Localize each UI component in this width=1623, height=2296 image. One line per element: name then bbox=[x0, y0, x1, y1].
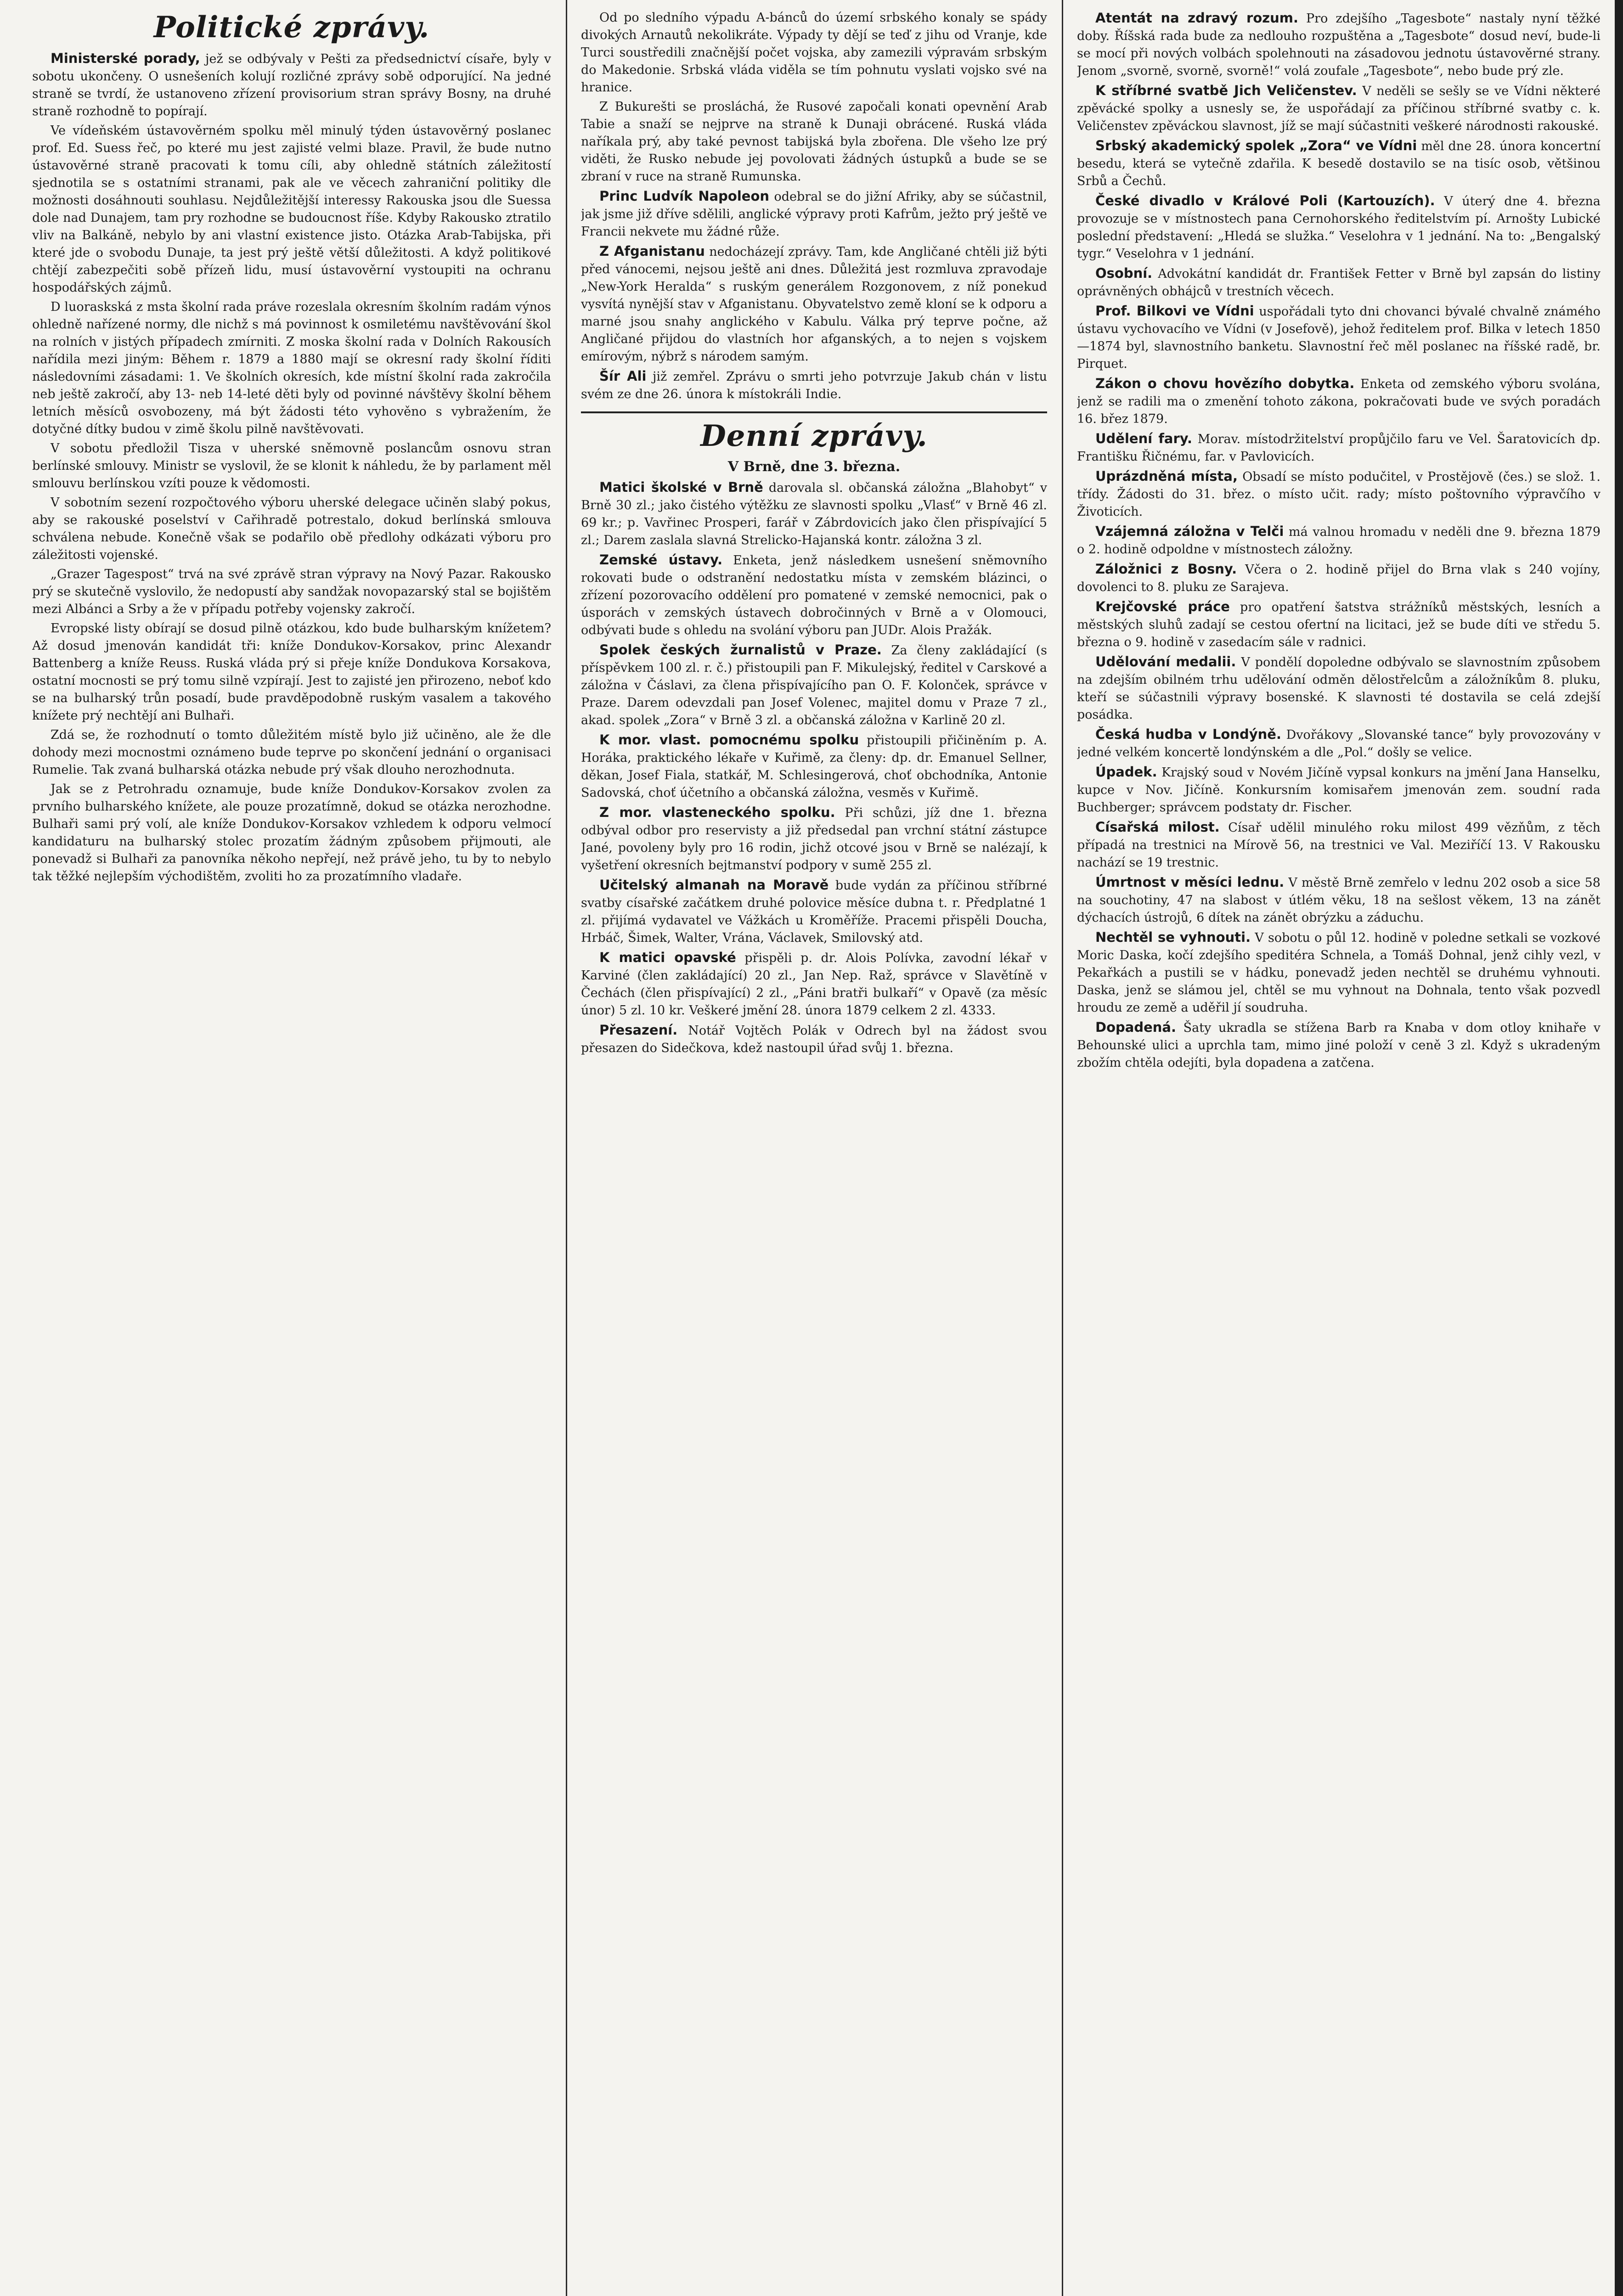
article bbox=[1077, 560, 1600, 596]
article-heading: Prof. Bilkovi ve Vídni bbox=[1095, 303, 1254, 319]
article bbox=[581, 551, 1047, 639]
article-body: má valnou hromadu v neděli dne 9. března 1879 o 2. hodině odpoldne v místnostech záložny. bbox=[1077, 525, 1600, 557]
article-body: Při schůzi, jíž dne 1. března odbýval odbor pro reservisty a již předsedal pan vrchní státní zástupce Jané, povoleny byly pro 16 rodin, jichž otcové jsou v Brně se nalézají, k vyšetření okresních bejtmanství podpory v sumě 255 zl. bbox=[581, 806, 1047, 872]
article-body: Morav. místodržitelství propůjčilo faru ve Vel. Šaratovicích dp. Františku Řičnému, far. v Pavlovicích. bbox=[1077, 432, 1600, 464]
article bbox=[1077, 873, 1600, 927]
article bbox=[1077, 523, 1600, 558]
article bbox=[32, 440, 551, 492]
article bbox=[1077, 598, 1600, 651]
article-body: V sobotu předložil Tisza v uherské sněmovně poslancům osnovu stran berlínské smlouvy. Ministr se vyslovil, že se klonit k náhledu, že by parlament měl smlouvu berlínskou vzíti pouze k vědomosti. bbox=[32, 441, 551, 490]
section-title-daily: Denní zprávy. bbox=[700, 419, 928, 453]
article-heading: Zákon o chovu hovězího dobytka. bbox=[1095, 376, 1355, 391]
article bbox=[581, 242, 1047, 366]
article-body: bude vydán za příčinou stříbrné svatby císařské začátkem druhé polovice měsíce dubna t. r. Předplatné 1 zl. přijímá vydavatel ve Vážkách u Kroměříže. Pracemi přispěli Doucha, Hrbáč, Šimek, Walter, Vrána, Václavek, Smilovský atd. bbox=[581, 878, 1047, 945]
article bbox=[581, 804, 1047, 874]
column-1 bbox=[32, 9, 551, 2290]
article bbox=[1077, 82, 1600, 135]
article-body: V sobotu o půl 12. hodině v poledne setkali se vozkové Moric Daska, kočí zdejšího speditéra Schnela, a Tomáš Dohnal, jenž cihly vezl, v Pekařkách a pustili se v hádku, ponevadž jeden nechtěl se druhému vyhnouti. Daska, jenž se slámou jel, chtěl se mu vyhnout na Dohnala, tento však pozvedl hroudu ze země a uděřil jí soudruha. bbox=[1077, 931, 1600, 1015]
article-body: měl dne 28. února koncertní besedu, která se vytečně zdařila. K besedě dostavilo se na tisíc osob, většinou Srbů a Čechů. bbox=[1077, 139, 1600, 188]
article-heading: Učitelský almanah na Moravě bbox=[599, 877, 829, 893]
section-title-politics: Politické zprávy. bbox=[153, 10, 430, 45]
article-body: Enketa od zemského výboru svolána, jenž se radili ma o zmenění tohoto zákona, pokračovati bude ve svých poradách 16. břez 1879. bbox=[1077, 377, 1600, 426]
article-heading: Udělování medalii. bbox=[1095, 654, 1236, 670]
article-heading: Matici školské v Brně bbox=[599, 479, 763, 495]
article bbox=[1077, 929, 1600, 1017]
article-body: V sobotním sezení rozpočtového výboru uherské delegace učiněn slabý pokus, aby se rakouské poselství v Cařihradě potrestalo, dokud berlínská smlouva schválena nebude. Konečně však se podařilo obě předlohy odkázati výboru pro záležitosti vojenské. bbox=[32, 495, 551, 562]
article-heading: K stříbrné svatbě Jich Veličenstev. bbox=[1095, 83, 1357, 98]
article bbox=[581, 478, 1047, 549]
article-heading: Ministerské porady, bbox=[51, 51, 200, 66]
article bbox=[1077, 302, 1600, 373]
article-heading: Úpadek. bbox=[1095, 764, 1157, 780]
article-heading: Uprázdněná místa, bbox=[1095, 468, 1238, 484]
column-2 bbox=[581, 9, 1047, 2290]
dateline: V Brně, dne 3. března. bbox=[727, 459, 901, 475]
article-body: Od po sledního výpadu A-bánců do území srbského konaly se spády divokých Arnautů nekolikráte. Výpady ty dějí se teď z jihu od Vranje, kde Turci soustředili značnější počet vojska, aby zamezili výpravám srbským do Makedonie. Srbská vláda viděla se tím pohnutu vyslati vojsko své na hranice. bbox=[581, 11, 1047, 95]
article bbox=[581, 1021, 1047, 1057]
article bbox=[1077, 137, 1600, 190]
article bbox=[1077, 264, 1600, 300]
article-body: jež se odbývaly v Pešti za předsednictví císaře, byly v sobotu ukončeny. O usnešeních kolují rozličné zprávy sobě odporující. Na jedné straně se tvrdí, že ustanoveno zřízení provisorium stran správy Bosny, na druhé straně rozhodně to popírají. bbox=[32, 52, 551, 118]
article bbox=[581, 641, 1047, 729]
article bbox=[581, 98, 1047, 186]
article bbox=[1077, 1019, 1600, 1072]
article-body: odebral se do jižní Afriky, aby se súčastnil, jak jsme již dříve sdělili, anglické výpravy proti Kafrům, ježto prý ještě ve Francii nekvete mu žádné růže. bbox=[581, 190, 1047, 239]
article bbox=[581, 949, 1047, 1019]
article bbox=[32, 566, 551, 618]
article bbox=[581, 731, 1047, 802]
article bbox=[1077, 467, 1600, 521]
article-heading: Atentát na zdravý rozum. bbox=[1095, 10, 1299, 26]
column-rule bbox=[566, 0, 567, 2296]
article-body: Obsadí se místo podučitel, v Prostějově (čes.) se slož. 1. třídy. Žádosti do 31. břez. o místo učit. rady; místo poštovního výpravčího v Životicích. bbox=[1077, 470, 1600, 519]
article bbox=[32, 620, 551, 725]
article-heading: Z mor. vlasteneckého spolku. bbox=[599, 805, 835, 820]
article-body: nedocházejí zprávy. Tam, kde Angličané chtěli již býti před vánocemi, nejsou ještě ani dnes. Důležitá jest rozmluva zpravodaje „New-York Heralda“ s ruským generálem Rozgonovem, z níž ponekud vysvítá nynější stav v Afganistanu. Obyvatelstvo země kloní se k odporu a marné jsou snahy anglického v Kabulu. Válka prý teprve počne, až Angličané přijdou do vlastních hor afganských, a to nejen s vojskem emírovým, nýbrž s národem samým. bbox=[581, 245, 1047, 364]
article bbox=[32, 298, 551, 438]
article-heading: Císařská milost. bbox=[1095, 819, 1220, 835]
article-heading: Nechtěl se vyhnouti. bbox=[1095, 929, 1251, 945]
article-body: darovala sl. občanská záložna „Blahobyt“ v Brně 30 zl.; jako čistého výtěžku ze slavnosti spolku „Vlasť“ v Brně 46 zl. 69 kr.; p. Vavřinec Prosperi, farář v Zábrdovicích jako člen přispívající 5 zl.; Darem zaslala slavná Strelicko-Hajanská kontr. záložna 3 zl. bbox=[581, 481, 1047, 547]
article bbox=[1077, 430, 1600, 466]
article-body: Notář Vojtěch Polák v Odrech byl na žádost svou přesazen do Sidečkova, kdež nastoupil úřad svůj 1. března. bbox=[581, 1024, 1047, 1055]
article-body: Za členy zakládající (s příspěvkem 100 zl. r. č.) přistoupili pan F. Mikulejský, ředitel v Carskové a záložna v Čáslavi, za člena přispívajícího pan O. F. Kolonček, správce v Praze. Darem odevzdali pan Josef Volenec, majitel domu v Praze 7 zl., akad. spolek „Zora“ v Brně 3 zl. a občanská záložna v Karlině 20 zl. bbox=[581, 643, 1047, 727]
article-heading: Záložnici z Bosny. bbox=[1095, 561, 1237, 577]
article-body: přispěli p. dr. Alois Polívka, zavodní lékař v Karviné (člen zakládající) 20 zl., Jan Nep. Raž, správce v Slavětíně v Čechách (člen přispívající) 2 zl., „Páni bratři bulkaří“ v Opavě (za měsíc únor) 5 zl. 10 kr. Veškeré jmění 28. února 1879 celkem 2 zl. 4333. bbox=[581, 951, 1047, 1018]
article-heading: Zemské ústavy. bbox=[599, 552, 723, 568]
article-body: pro opatření šatstva strážníků městských, lesních a městských sluhů zadají se cestou ofertní na licitaci, jež se bude díti ve středu 5. března o 9. hodině v zasedacím sále v radnici. bbox=[1077, 600, 1600, 649]
article-heading: Přesazení. bbox=[599, 1022, 678, 1038]
article-heading: Krejčovské práce bbox=[1095, 599, 1230, 614]
article-heading: Vzájemná záložna v Telči bbox=[1095, 523, 1284, 539]
column-3 bbox=[1077, 9, 1600, 2290]
article bbox=[581, 876, 1047, 947]
article-heading: K matici opavské bbox=[599, 950, 736, 965]
article-body: Zdá se, že rozhodnutí o tomto důležitém místě bylo již učiněno, ale že dle dohody mezi mocnostmi oznámeno bude teprve po skončení jednání o organisaci Rumelie. Tak zvaná bulharská otázka nebude prý však dlouho nerozhodnuta. bbox=[32, 728, 551, 777]
article bbox=[32, 122, 551, 297]
article-body: Enketa, jenž následkem usnešení sněmovního rokovati bude o odstranění nedostatku místa v zemském blázinci, o zřízení pozorovacího oddělení pro pomatené v zemské nemocnici, pak o úsporách v zemských ústavech dobročinných v Brně a v Olomouci, odbývati bude s ohledu na svolání výboru pan JUDr. Alois Pražák. bbox=[581, 553, 1047, 637]
article-body: Ve vídeňském ústavověrném spolku měl minulý týden ústavověrný poslanec prof. Ed. Suess řeč, po které mu jest zajisté velmi blaze. Pravil, že bude nutno ústavověrné straně pracovati k tomu cíli, aby ohledně státních záležitostí sjednotila se s ostatními stranami, pak ale ve věcech zahraniční politiky dle možnosti dosáhnouti souhlasu. Nejdůležitější interessy Rakouska jsou dle Suessa dole nad Dunajem, tam pry rozhodne se budoucnost říše. Kdyby Rakousko ztratilo vliv na Balkáně, nebylo by ani vlastní existence jisto. Otázka Arab-Tabijska, při které jde o svobodu Dunaje, ta jest prý ještě větší důležitosti. A když politikové chtějí zabezpečiti sobě přízeň lidu, musí ústavověrní vystoupiti na ochranu hospodářských zájmů. bbox=[32, 124, 551, 295]
article-heading: K mor. vlast. pomocnému spolku bbox=[599, 732, 859, 748]
article bbox=[1077, 726, 1600, 761]
article-body: D luoraskská z msta školní rada práve rozeslala okresním školním radám výnos ohledně nařízené normy, dle nichž s má povinnost k osmiletému navštěvování škol na rolních v jistých případech zmírniti. Z moska školní rada v Dolních Rakousích nařídila mezi jiným: Během r. 1879 a 1880 mají se okresní rady školní říditi následovními zásadami: 1. Ve školních okresích, kde místní školní rada zakročila neb ještě zakročí, aby 13- neb 14-leté děti byly od povinné návštěvy školní během letních měsíců osvobozeny, má být žádosti této vyhověno s vybražením, že dotyčné dítky budou v zimě školu pilně navštěvovati. bbox=[32, 300, 551, 436]
article bbox=[32, 494, 551, 564]
article-body: Šaty ukradla se stížena Barb ra Knaba v dom otloy knihaře v Behounské ulici a uprchla tam, mimo jiné položí v ceně 3 zl. Když s ukradeným zbožím chtěla odejíti, byla dopadena a zatčena. bbox=[1077, 1021, 1600, 1070]
article bbox=[1077, 192, 1600, 263]
article-body: V městě Brně zemřelo v lednu 202 osob a sice 58 na souchotiny, 47 na slabost v útlém věku, 18 na sešlost věkem, 13 na zánět dýchacích ústrojů, 6 dítek na zánět obrýzku a záduchu. bbox=[1077, 876, 1600, 925]
article-body: Císař udělil minulého roku milost 499 vězňům, z těch případá na trestnici na Mírově 56, na trestnici ve Val. Meziříčí 13. V Rakousku nachází se 19 trestnic. bbox=[1077, 821, 1600, 870]
article-body: Advokátní kandidát dr. František Fetter v Brně byl zapsán do listiny oprávněných obhájců v trestních věcech. bbox=[1077, 267, 1600, 298]
article-body: Krajský soud v Novém Jičíně vypsal konkurs na jmění Jana Hanselku, kupce v Nov. Jičíně. Konkursním komisařem jmenován zem. soudní rada Buchberger; správcem podstaty dr. Fischer. bbox=[1077, 765, 1600, 815]
article-heading: Z Afganistanu bbox=[599, 243, 705, 259]
article bbox=[1077, 763, 1600, 816]
article-body: Jak se z Petrohradu oznamuje, bude kníže Dondukov-Korsakov zvolen za prvního bulharského knížete, ale pouze prozatímně, dokud se otázka nerozhodne. Bulhaři sami prý volí, ale kníže Dondukov-Korsakov vzhledem k odporu velmocí kandidaturu na bulharský stolec prozatím žádným způsobem přijmouti, ale ponevadž si Bulhaři za panovníka někoho nepřejí, než právě jeho, tu by to nebylo tak těžké nejlepším východištěm, zvoliti ho za prozatímního vladaře. bbox=[32, 782, 551, 884]
article-heading: Česká hudba v Londýně. bbox=[1095, 726, 1281, 742]
article-heading: Srbský akademický spolek „Zora“ ve Vídni bbox=[1095, 138, 1417, 153]
article bbox=[581, 9, 1047, 96]
article-heading: Spolek českých žurnalistů v Praze. bbox=[599, 642, 882, 658]
article bbox=[1077, 653, 1600, 724]
article-body: Z Bukurešti se prosláchá, že Rusové započali konati opevnění Arab Tabie a snaží se nejprve na straně k Dunaji obrácené. Ruská vláda naříkala prý, aby také pevnost tabijská byla zbořena. Dle všeho lze prý viděti, že Rusko nebude jej povolovati žádných ústupků a bude se se zbraní v ruce na straně Rumunska. bbox=[581, 100, 1047, 184]
article-body: V úterý dne 4. března provozuje se v místnostech pana Cernohorského ředitelstvím pí. Arnošty Lubické poslední představení: „Hledá se služka.“ Veselohra v 1 jednání. Na to: „Bengalský tygr.“ Veselohra v 1 jednání. bbox=[1077, 194, 1600, 261]
article-body: Pro zdejšího „Tagesbote“ nastaly nyní těžké doby. Říšská rada bude za nedlouho rozpuštěna a „Tagesbote“ dosud neví, bude-li se mocí při nových volbách spolehnouti na zásadovou jednotu ústavověrné strany. Jenom „svorně, svorně, svorně!“ volá zoufale „Tagesbote“, nebo bude prý zle. bbox=[1077, 11, 1600, 78]
article-heading: Dopadená. bbox=[1095, 1019, 1176, 1035]
article-heading: České divadlo v Králové Poli (Kartouzích). bbox=[1095, 193, 1435, 208]
article-body: Dvořákovy „Slovanské tance“ byly provozovány v jedné velkém koncertě londýnském a dle „Pol.“ došly se velice. bbox=[1077, 728, 1600, 760]
article-body: uspořádali tyto dni chovanci bývalé chvalně známého ústavu vychovacího ve Vídni (v Josefově), jehož ředitelem prof. Bilka v letech 1850—1874 byl, slavnostního banketu. Slavnostní řeč měl poslanec na říšské radě, br. Pirquet. bbox=[1077, 304, 1600, 371]
article-body: V pondělí dopoledne odbývalo se slavnostním způsobem na zdejším obilném trhu udělování odměn dělostřelcům a záložníkům 8. pluku, kteří se súčastnili výpravy bosenské. K slavnosti té dostavila se celá zdejší posádka. bbox=[1077, 655, 1600, 722]
article bbox=[581, 187, 1047, 241]
article-heading: Osobní. bbox=[1095, 265, 1153, 281]
article bbox=[32, 50, 551, 120]
article bbox=[32, 726, 551, 779]
article-body: Evropské listy obírají se dosud pilně otázkou, kdo bude bulharským knížetem? Až dosud jmenován kandidát tři: kníže Dondukov-Korsakov, princ Alexandr Battenberg a kníže Reuss. Ruská vláda prý si přeje kníže Dondukova Korsakova, ostatní mocnosti se prý tomu silně vzpírají. Jest to zajisté jen přirozeno, neboť kdo se na bulharský trůn posadí, bude pravděpodobně ruským vasalem a takového knížete prý nechtějí ani Bulhaři. bbox=[32, 621, 551, 723]
column-rule bbox=[1062, 0, 1063, 2296]
article-heading: Princ Ludvík Napoleon bbox=[599, 188, 770, 204]
article-heading: Šír Ali bbox=[599, 368, 647, 384]
article-heading: Úmrtnost v měsíci lednu. bbox=[1095, 874, 1285, 890]
article-body: Včera o 2. hodině přijel do Brna vlak s 240 vojíny, dovolenci to 8. pluku ze Sarajeva. bbox=[1077, 563, 1600, 594]
article-body: „Grazer Tagespost“ trvá na své zprávě stran výpravy na Nový Pazar. Rakousko prý se skutečně vyslovilo, že nedopustí aby sandžak novopazarský stal se bojištěm mezi Albánci a Srby a že v případu potřeby vojensky zakročí. bbox=[32, 567, 551, 616]
article bbox=[1077, 818, 1600, 872]
section-divider bbox=[581, 411, 1047, 413]
article bbox=[1077, 375, 1600, 428]
article-body: již zemřel. Zprávu o smrti jeho potvrzuje Jakub chán v listu svém ze dne 26. února k místokráli Indie. bbox=[581, 370, 1047, 401]
article bbox=[32, 781, 551, 885]
article bbox=[1077, 9, 1600, 80]
article-heading: Udělení fary. bbox=[1095, 431, 1193, 446]
article bbox=[581, 367, 1047, 403]
article-body: V neděli se sešly se ve Vídni některé zpěvácké spolky a usnesly se, že uspořádají za příčinou stříbrné svatby c. k. Veličenstev zpěváckou slavnost, jíž se mají súčastniti veškeré národnosti rakouské. bbox=[1077, 84, 1600, 133]
article-body: přistoupili přičiněním p. A. Horáka, praktického lékaře v Kuřimě, za členy: dp. dr. Emanuel Sellner, děkan, Josef Fiala, statkář, M. Schlesingerová, choť obchodníka, Antonie Sadovská, choť účetního a občanská záložna, vesměs v Kuřimě. bbox=[581, 733, 1047, 800]
page-edge bbox=[1615, 0, 1623, 2296]
